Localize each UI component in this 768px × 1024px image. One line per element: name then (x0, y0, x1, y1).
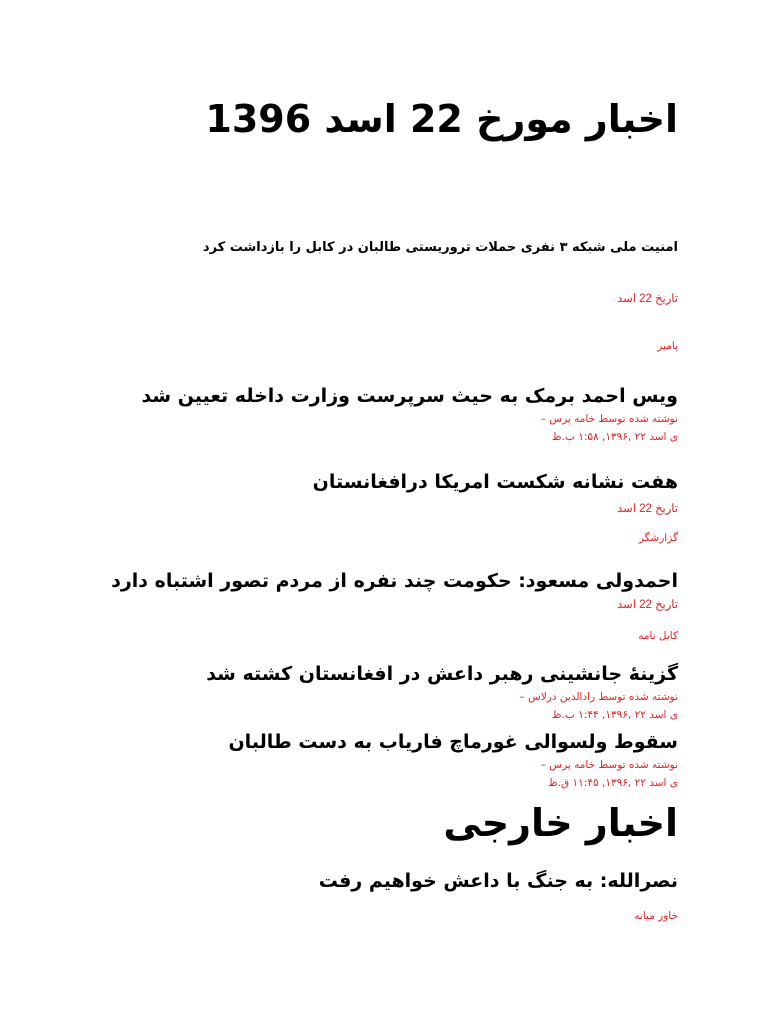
byline-2: نوشته شده توسط خامه پرس – (540, 413, 678, 425)
date-4: تاریخ 22 اسد (617, 599, 678, 611)
headline-5: گزینهٔ جانشینی رهبر داعش در افغانستان کشته شد (206, 663, 678, 685)
date-3: تاریخ 22 اسد (617, 503, 678, 515)
source-1: پامیر (657, 340, 678, 352)
headline-3: هفت نشانه شکست امریکا درافغانستان (312, 471, 678, 493)
page-title: اخبار مورخ 22 اسد 1396 (205, 97, 678, 141)
date-1: تاریخ 22 اسد (617, 293, 678, 305)
headline-6: سقوط ولسوالی غورماچ فاریاب به دست طالبان (228, 731, 678, 753)
timestamp-2: ی اسد ۲۲ ,۱۳۹۶, ۱:۵۸ ب.ظ (551, 431, 678, 443)
byline-5: نوشته شده توسط رادالدین درلاس – (519, 691, 678, 703)
headline-foreign-1: نصرالله: به جنگ با داعش خواهیم رفت (318, 870, 678, 892)
source-3: گزارشگر (638, 532, 678, 544)
headline-2: ویس احمد برمک به حیث سرپرست وزارت داخله تعیین شد (141, 385, 678, 407)
timestamp-6: ی اسد ۲۲ ,۱۳۹۶, ۱۱:۴۵ ق.ظ (548, 777, 678, 789)
byline-6: نوشته شده توسط خامه پرس – (540, 759, 678, 771)
source-4: کابل نامه (638, 630, 678, 642)
section-title-foreign: اخبار خارجی (443, 801, 678, 845)
source-foreign-1: خاور میانه (634, 910, 678, 922)
headline-4: احمدولی مسعود: حکومت چند نفره از مردم تصور اشتباه دارد (111, 570, 678, 592)
headline-1: امنیت ملی شبکه ۳ نفری حملات تروریستی طالبان در کابل را بازداشت کرد (202, 240, 678, 255)
timestamp-5: ی اسد ۲۲ ,۱۳۹۶, ۱:۴۴ ب.ظ (551, 709, 678, 721)
